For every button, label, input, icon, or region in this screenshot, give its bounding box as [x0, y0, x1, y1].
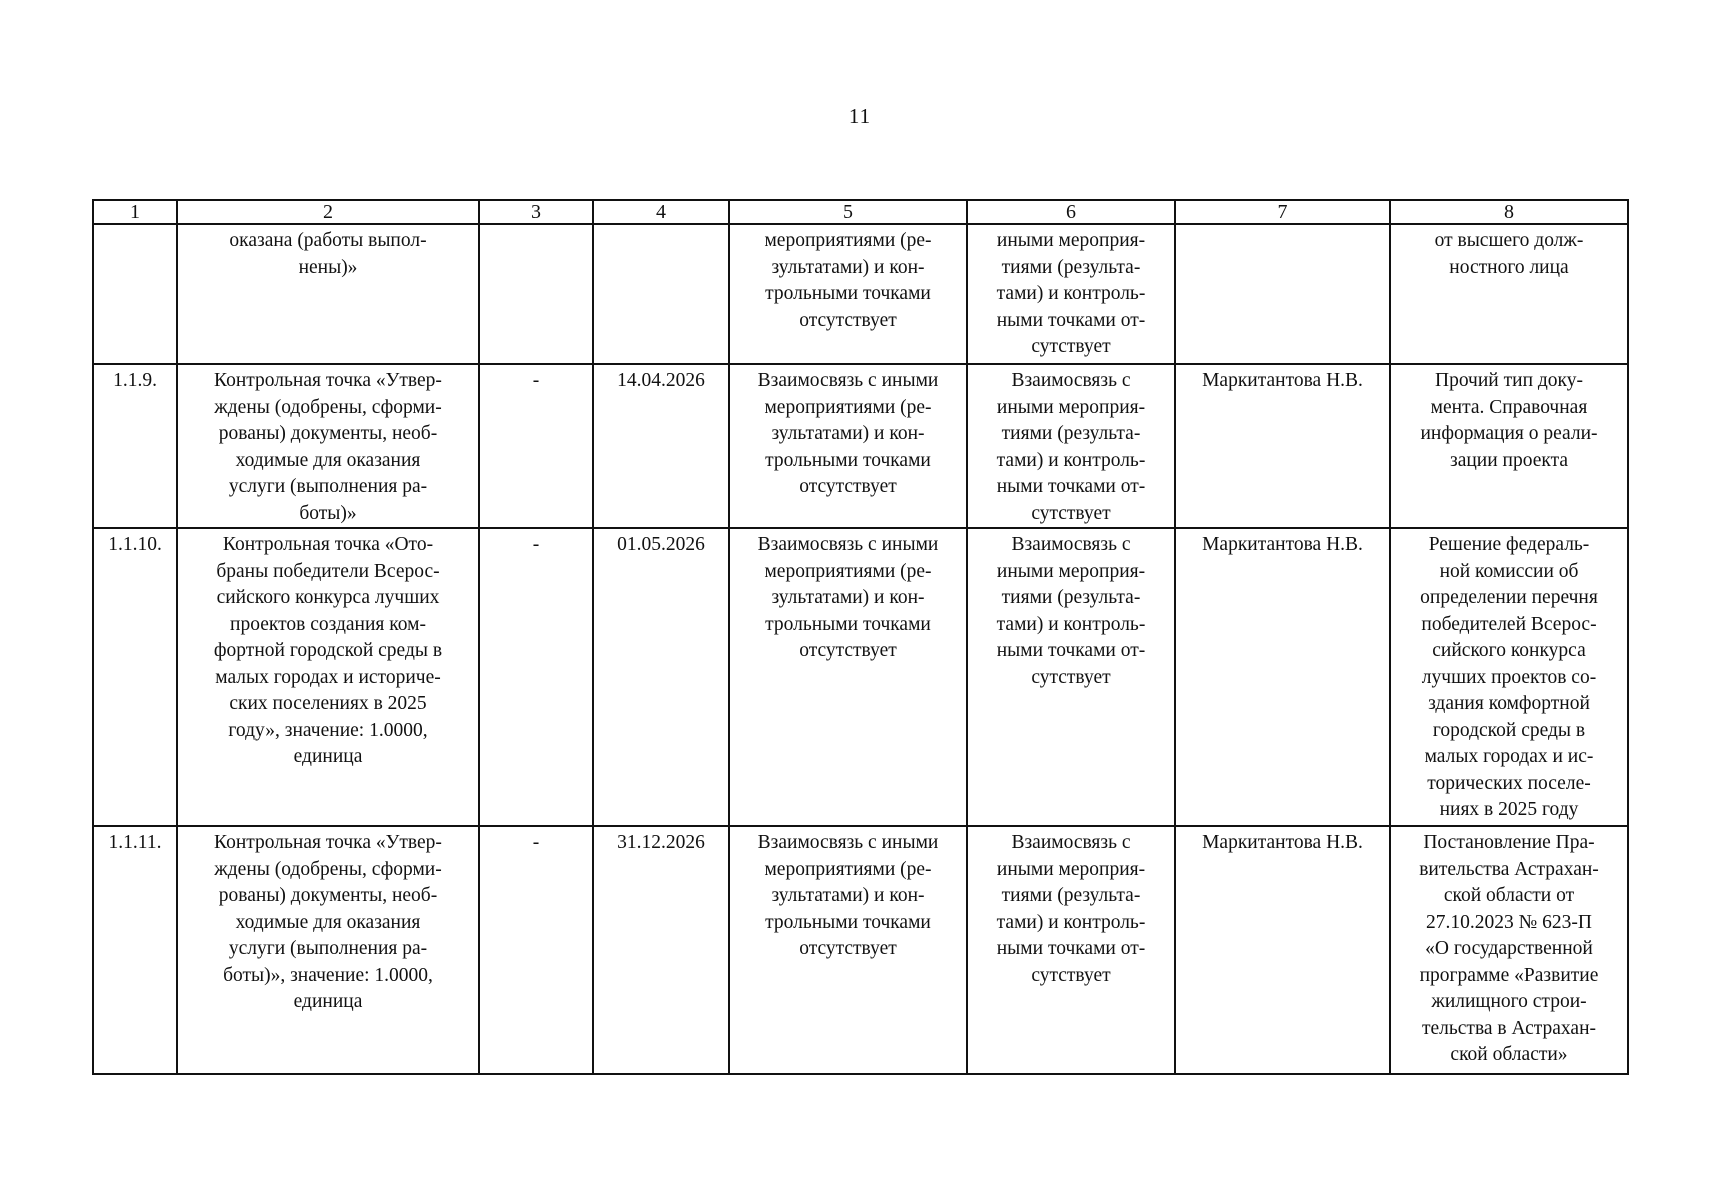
document-cell: Прочий тип доку- мента. Справочная информация о реали- зации проекта — [1390, 364, 1628, 528]
table-row — [93, 224, 1628, 364]
responsible-cell: Маркитантова Н.В. — [1175, 826, 1390, 1074]
responsible-cell: Маркитантова Н.В. — [1175, 528, 1390, 826]
control-points-table — [92, 199, 1629, 1075]
header-cell: 8 — [1390, 200, 1628, 224]
relation-other-cell: иными мероприя- тиями (результа- тами) и контроль- ными точками от- сутствует — [967, 224, 1175, 364]
date-cell: 14.04.2026 — [593, 364, 729, 528]
table-row — [93, 826, 1628, 1074]
date-cell: 01.05.2026 — [593, 528, 729, 826]
page-number: 11 — [848, 104, 872, 128]
relation-cell: Взаимосвязь с иными мероприятиями (ре- зультатами) и кон- трольными точками отсутствует — [729, 364, 967, 528]
header-cell: 3 — [479, 200, 593, 224]
table-row — [93, 528, 1628, 826]
predecessor-cell: - — [479, 364, 593, 528]
responsible-cell: Маркитантова Н.В. — [1175, 364, 1390, 528]
table-header-row — [93, 200, 1628, 224]
row-number-cell: 1.1.9. — [93, 364, 177, 528]
predecessor-cell — [479, 224, 593, 364]
relation-other-cell: Взаимосвязь с иными мероприя- тиями (результа- тами) и контроль- ными точками от- сутствует — [967, 364, 1175, 528]
row-number-cell — [93, 224, 177, 364]
predecessor-cell: - — [479, 826, 593, 1074]
header-cell: 5 — [729, 200, 967, 224]
relation-other-cell: Взаимосвязь с иными мероприя- тиями (результа- тами) и контроль- ными точками от- сутствует — [967, 826, 1175, 1074]
relation-cell: Взаимосвязь с иными мероприятиями (ре- зультатами) и кон- трольными точками отсутствует — [729, 528, 967, 826]
control-point-name-cell: оказана (работы выпол- нены)» — [177, 224, 479, 364]
header-cell: 7 — [1175, 200, 1390, 224]
control-point-name-cell: Контрольная точка «Ото- браны победители Всерос- сийского конкурса лучших проектов создания ком- фортной городской среды в малых городах и историче- ских поселениях в 2025 году», значение: 1.0000, единица — [177, 528, 479, 826]
header-cell: 2 — [177, 200, 479, 224]
document-cell: от высшего долж- ностного лица — [1390, 224, 1628, 364]
row-number-cell: 1.1.11. — [93, 826, 177, 1074]
document-cell: Решение федераль- ной комиссии об определении перечня победителей Всерос- сийского конкурса лучших проектов со- здания комфортной городской среды в малых городах и ис- торических поселе- ниях в 2025 году — [1390, 528, 1628, 826]
predecessor-cell: - — [479, 528, 593, 826]
header-cell: 1 — [93, 200, 177, 224]
responsible-cell — [1175, 224, 1390, 364]
date-cell — [593, 224, 729, 364]
control-point-name-cell: Контрольная точка «Утвер- ждены (одобрены, сформи- рованы) документы, необ- ходимые для оказания услуги (выполнения ра- боты)», значение: 1.0000, единица — [177, 826, 479, 1074]
relation-cell: мероприятиями (ре- зультатами) и кон- трольными точками отсутствует — [729, 224, 967, 364]
document-cell: Постановление Пра- вительства Астрахан- ской области от 27.10.2023 № 623-П «О государственной программе «Развитие жилищного строи- тельства в Астрахан- ской области» — [1390, 826, 1628, 1074]
relation-other-cell: Взаимосвязь с иными мероприя- тиями (результа- тами) и контроль- ными точками от- сутствует — [967, 528, 1175, 826]
row-number-cell: 1.1.10. — [93, 528, 177, 826]
table-row — [93, 364, 1628, 528]
control-point-name-cell: Контрольная точка «Утвер- ждены (одобрены, сформи- рованы) документы, необ- ходимые для оказания услуги (выполнения ра- боты)» — [177, 364, 479, 528]
header-cell: 6 — [967, 200, 1175, 224]
date-cell: 31.12.2026 — [593, 826, 729, 1074]
header-cell: 4 — [593, 200, 729, 224]
relation-cell: Взаимосвязь с иными мероприятиями (ре- зультатами) и кон- трольными точками отсутствует — [729, 826, 967, 1074]
